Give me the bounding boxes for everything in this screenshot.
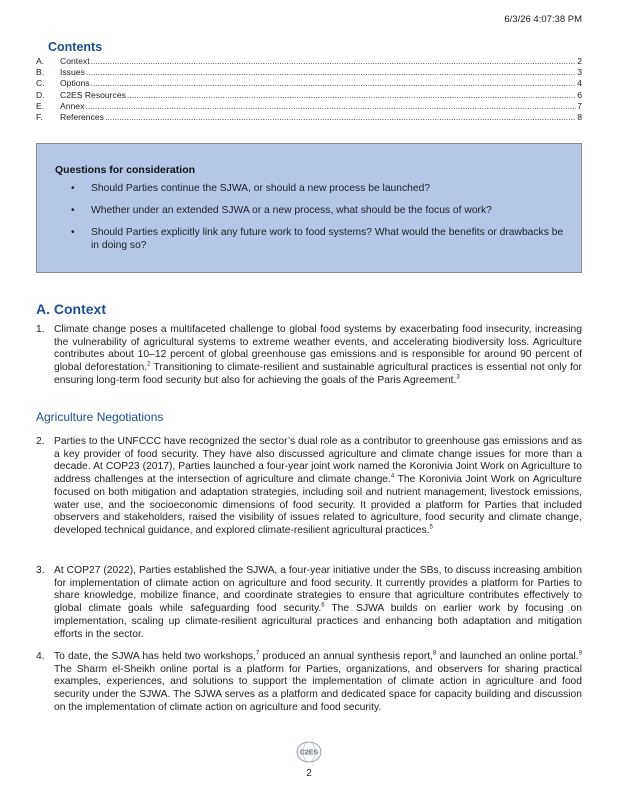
question-item — [71, 226, 567, 252]
paragraph-text: Climate change poses a multifaceted challenge to global food systems by exacerbating food insecurity, increasing the vulnerability of agricultural systems to extreme weather events, and accelerating biodiversity loss. Agriculture contributes about 10–12 percent of global greenhouse gas emissions and is responsible for around 90 percent of global deforestation.$^2$ Transitioning to climate-resilient and sustainable agricultural practices is essential not only for ensuring long-term food security but also for achieving the goals of the Paris Agreement.$^3$ — [54, 324, 582, 386]
toc-item-page: 8 — [577, 112, 582, 123]
toc-item-letter: D. — [36, 89, 45, 100]
paragraph-1 — [36, 324, 582, 388]
toc-item-letter: C. — [36, 78, 45, 89]
footnote-ref[interactable]: 8 — [433, 650, 437, 657]
toc-item-issues[interactable] — [36, 67, 582, 78]
toc-item-letter: E. — [36, 100, 45, 111]
paragraph-text: To date, the SJWA has held two workshops,$^7$ produced an annual synthesis report,$^8$ and launched an online portal.$^9$ The Sharm el-Sheikh online portal is a platform for Parties, organizations, and observers for sharing practical examples, experiences, and solutions to support the implementation of climate action in agriculture and food security under the SJWA. The SJWA serves as a platform and dedicated space for capacity building and discussion on the implementation of climate action on agriculture and food security. — [54, 650, 582, 713]
questions-box — [36, 143, 582, 273]
toc-item-title: References — [60, 112, 104, 123]
table-of-contents — [36, 56, 582, 123]
toc-item-context[interactable] — [36, 56, 582, 67]
question-text: Whether under an extended SJWA or a new process, what should be the focus of work? — [91, 205, 492, 216]
logo-text: C2ES — [299, 749, 319, 757]
footnote-ref[interactable]: 7 — [255, 650, 260, 657]
toc-item-c2es-resources[interactable] — [36, 90, 582, 101]
footnote-ref[interactable]: 5 — [429, 524, 433, 531]
paragraph-number: 2. — [36, 436, 45, 447]
paragraph-text: At COP27 (2022), Parties established the SJWA, a four-year initiative under the SBs, to discuss increasing ambition for implementation of climate action on agriculture and food security. It currently provides a platform for Parties to share knowledge, mobilize finance, and coordinate strategies to ensure that agriculture contributes effectively to global climate goals while safeguarding food security.$^6$ The SJWA builds on earlier work by focusing on implementation, scaling up climate-resilient agricultural practices and enhancing both adaptation and mitigation efforts in the sector. — [54, 565, 582, 640]
print-timestamp: 6/3/26 4:07:38 PM — [504, 14, 582, 25]
toc-item-letter: B. — [36, 67, 45, 78]
toc-item-page: 7 — [577, 100, 582, 111]
toc-item-title: Issues — [60, 67, 85, 78]
question-text: Should Parties explicitly link any future work to food systems? What would the benefits or drawbacks be in doing so? — [91, 227, 564, 251]
toc-item-title: Options — [60, 78, 90, 89]
bullet-icon: • — [71, 227, 75, 238]
toc-item-title: C2ES Resources — [60, 89, 126, 100]
paragraph-4 — [36, 651, 582, 715]
toc-item-page: 4 — [577, 78, 582, 89]
footnote-ref[interactable]: 4 — [390, 473, 395, 480]
toc-item-annex[interactable] — [36, 101, 582, 112]
toc-item-page: 6 — [577, 89, 582, 100]
question-item — [71, 204, 567, 217]
subsection-heading: Agriculture Negotiations — [36, 410, 164, 424]
paragraph-number: 1. — [36, 324, 45, 335]
contents-heading: Contents — [48, 40, 103, 54]
paragraph-number: 3. — [36, 565, 45, 576]
bullet-icon: • — [71, 183, 75, 194]
toc-item-options[interactable] — [36, 78, 582, 89]
toc-leader — [85, 101, 576, 112]
toc-leader — [91, 56, 577, 67]
paragraph-text: Parties to the UNFCCC have recognized the sector’s dual role as a contributor to greenhouse gas emissions and as a key provider of food security. They have also discussed agriculture and climate change issues for more than a decade. At COP23 (2017), Parties launched a four-year joint work named the Koronivia Joint Work on Agriculture to address challenges at the intersection of agriculture and climate change.$^4$ The Koronivia Joint Work on Agriculture focused on both mitigation and adaptation strategies, including soil and nutrient management, livestock emissions, water use, and the socioeconomic dimensions of food security. It provided a platform for Parties that included observers and stakeholders, raised the visibility of issues related to agriculture, food security and climate change, developed technical guidance, and explored climate-resilient agricultural practices.$^5$ — [54, 436, 582, 536]
toc-item-letter: F. — [36, 112, 43, 123]
toc-item-page: 2 — [577, 56, 582, 66]
page-number: 2 — [306, 768, 312, 779]
toc-leader — [86, 67, 576, 78]
toc-leader — [127, 90, 576, 101]
toc-item-title: Annex — [60, 100, 85, 111]
paragraph-number: 4. — [36, 651, 45, 662]
paragraph-3 — [36, 565, 582, 641]
question-item — [71, 182, 567, 195]
questions-title: Questions for consideration — [55, 164, 196, 176]
section-heading: A. Context — [36, 301, 106, 317]
paragraph-2 — [36, 436, 582, 538]
bullet-icon: • — [71, 205, 75, 216]
footnote-ref[interactable]: 6 — [321, 602, 325, 609]
toc-item-references[interactable] — [36, 112, 582, 123]
footnote-ref[interactable]: 3 — [456, 374, 460, 381]
questions-list — [71, 182, 567, 261]
question-text: Should Parties continue the SJWA, or should a new process be launched? — [91, 183, 431, 194]
toc-leader — [105, 112, 576, 123]
toc-item-title: Context — [60, 56, 90, 66]
footnote-ref[interactable]: 2 — [147, 361, 151, 368]
toc-item-page: 3 — [577, 67, 582, 78]
footnote-ref[interactable]: 9 — [578, 650, 582, 657]
toc-item-letter: A. — [36, 56, 45, 66]
c2es-logo — [296, 741, 322, 763]
toc-leader — [91, 78, 577, 89]
